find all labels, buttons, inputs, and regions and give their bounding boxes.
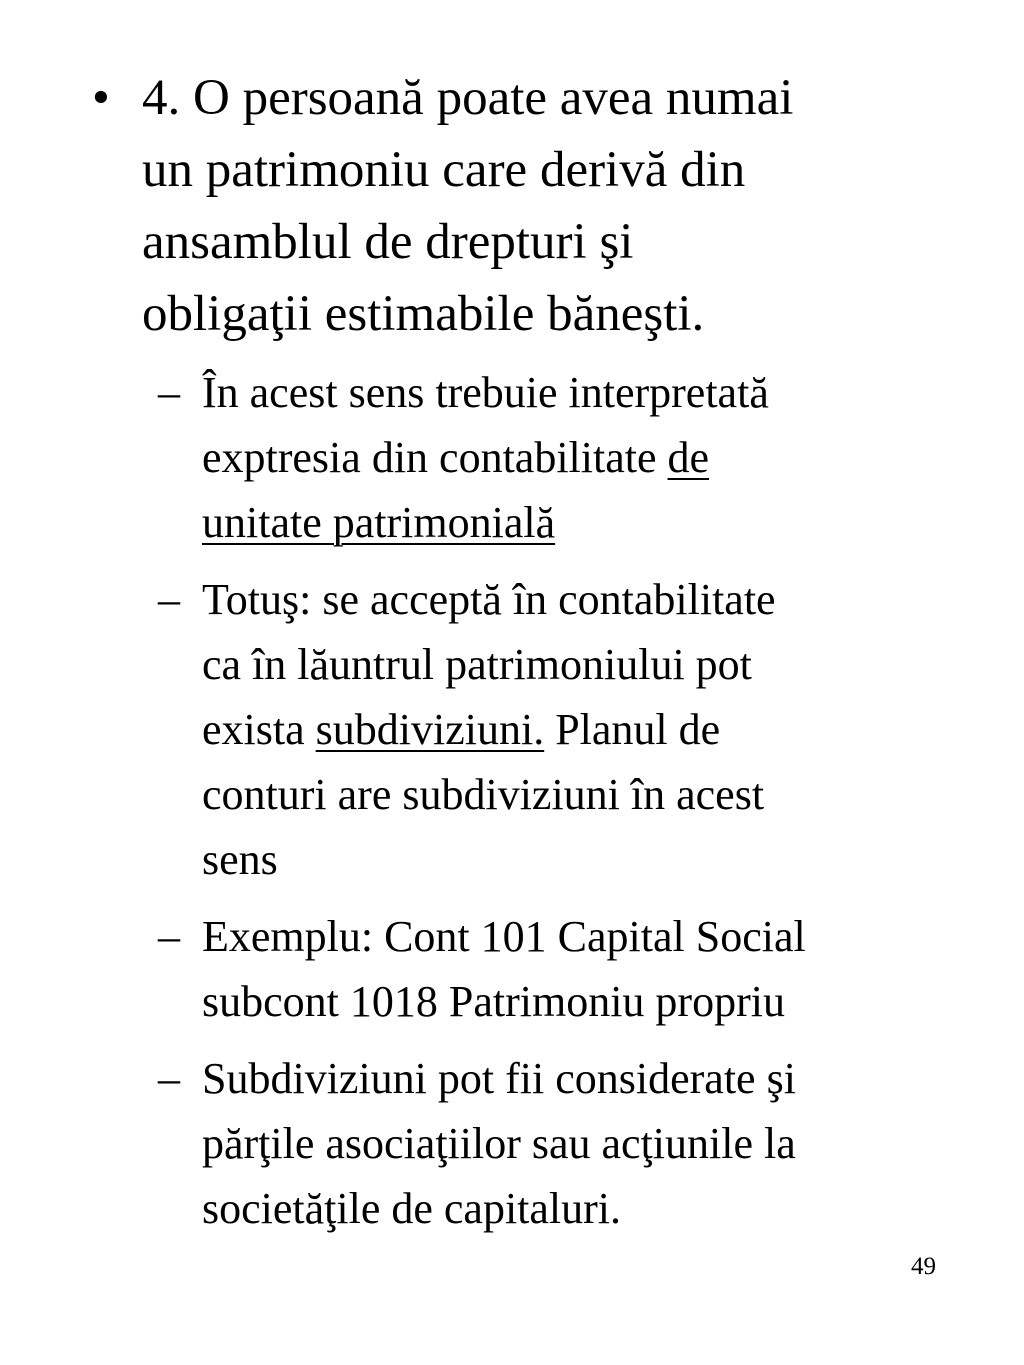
bullet-marker: • — [92, 70, 110, 126]
sub-point-4 — [158, 1046, 958, 1241]
sub-point-list — [158, 360, 958, 1241]
sub-1-line-2-text: exptresia din contabilitate — [202, 433, 668, 482]
main-bullet-text — [142, 62, 952, 350]
sub-point-3 — [158, 904, 958, 1034]
page-number: 49 — [911, 1253, 936, 1280]
sub-2-line-2: ca în lăuntrul patrimoniului pot — [202, 640, 752, 689]
sub-2-line-3-prefix: exista — [202, 705, 316, 754]
sub-2-line-1: Totuş: se acceptă în contabilitate — [202, 575, 776, 624]
dash-marker: – — [158, 1054, 180, 1103]
sub-4-line-3: societăţile de capitaluri. — [202, 1184, 622, 1233]
sub-2-line-5: sens — [202, 835, 278, 884]
sub-2-line-3-suffix: Planul de — [544, 705, 721, 754]
main-line-4: obligaţii estimabile băneşti. — [142, 286, 705, 342]
sub-3-line-1: Exemplu: Cont 101 Capital Social — [202, 912, 806, 961]
sub-4-line-2: părţile asociaţiilor sau acţiunile la — [202, 1119, 796, 1168]
dash-marker: – — [158, 912, 180, 961]
sub-3-line-2: subcont 1018 Patrimoniu propriu — [202, 977, 785, 1026]
main-line-2: un patrimoniu care derivă din — [142, 142, 746, 198]
main-line-3: ansamblul de drepturi şi — [142, 214, 634, 270]
underlined-term-de: de — [667, 433, 710, 482]
sub-2-line-4: conturi are subdiviziuni în acest — [202, 770, 765, 819]
sub-1-line-1: În acest sens trebuie interpretată — [202, 368, 769, 417]
main-bullet-point — [92, 62, 952, 350]
sub-point-2 — [158, 567, 958, 892]
underlined-term-unitate-patrimoniala: unitate patrimonială — [202, 498, 556, 547]
underlined-term-subdiviziuni: subdiviziuni. — [315, 705, 545, 754]
main-line-1: 4. O persoană poate avea numai — [142, 70, 794, 126]
sub-point-1 — [158, 360, 958, 555]
sub-4-line-1: Subdiviziuni pot fii considerate şi — [202, 1054, 796, 1103]
dash-marker: – — [158, 575, 180, 624]
dash-marker: – — [158, 368, 180, 417]
